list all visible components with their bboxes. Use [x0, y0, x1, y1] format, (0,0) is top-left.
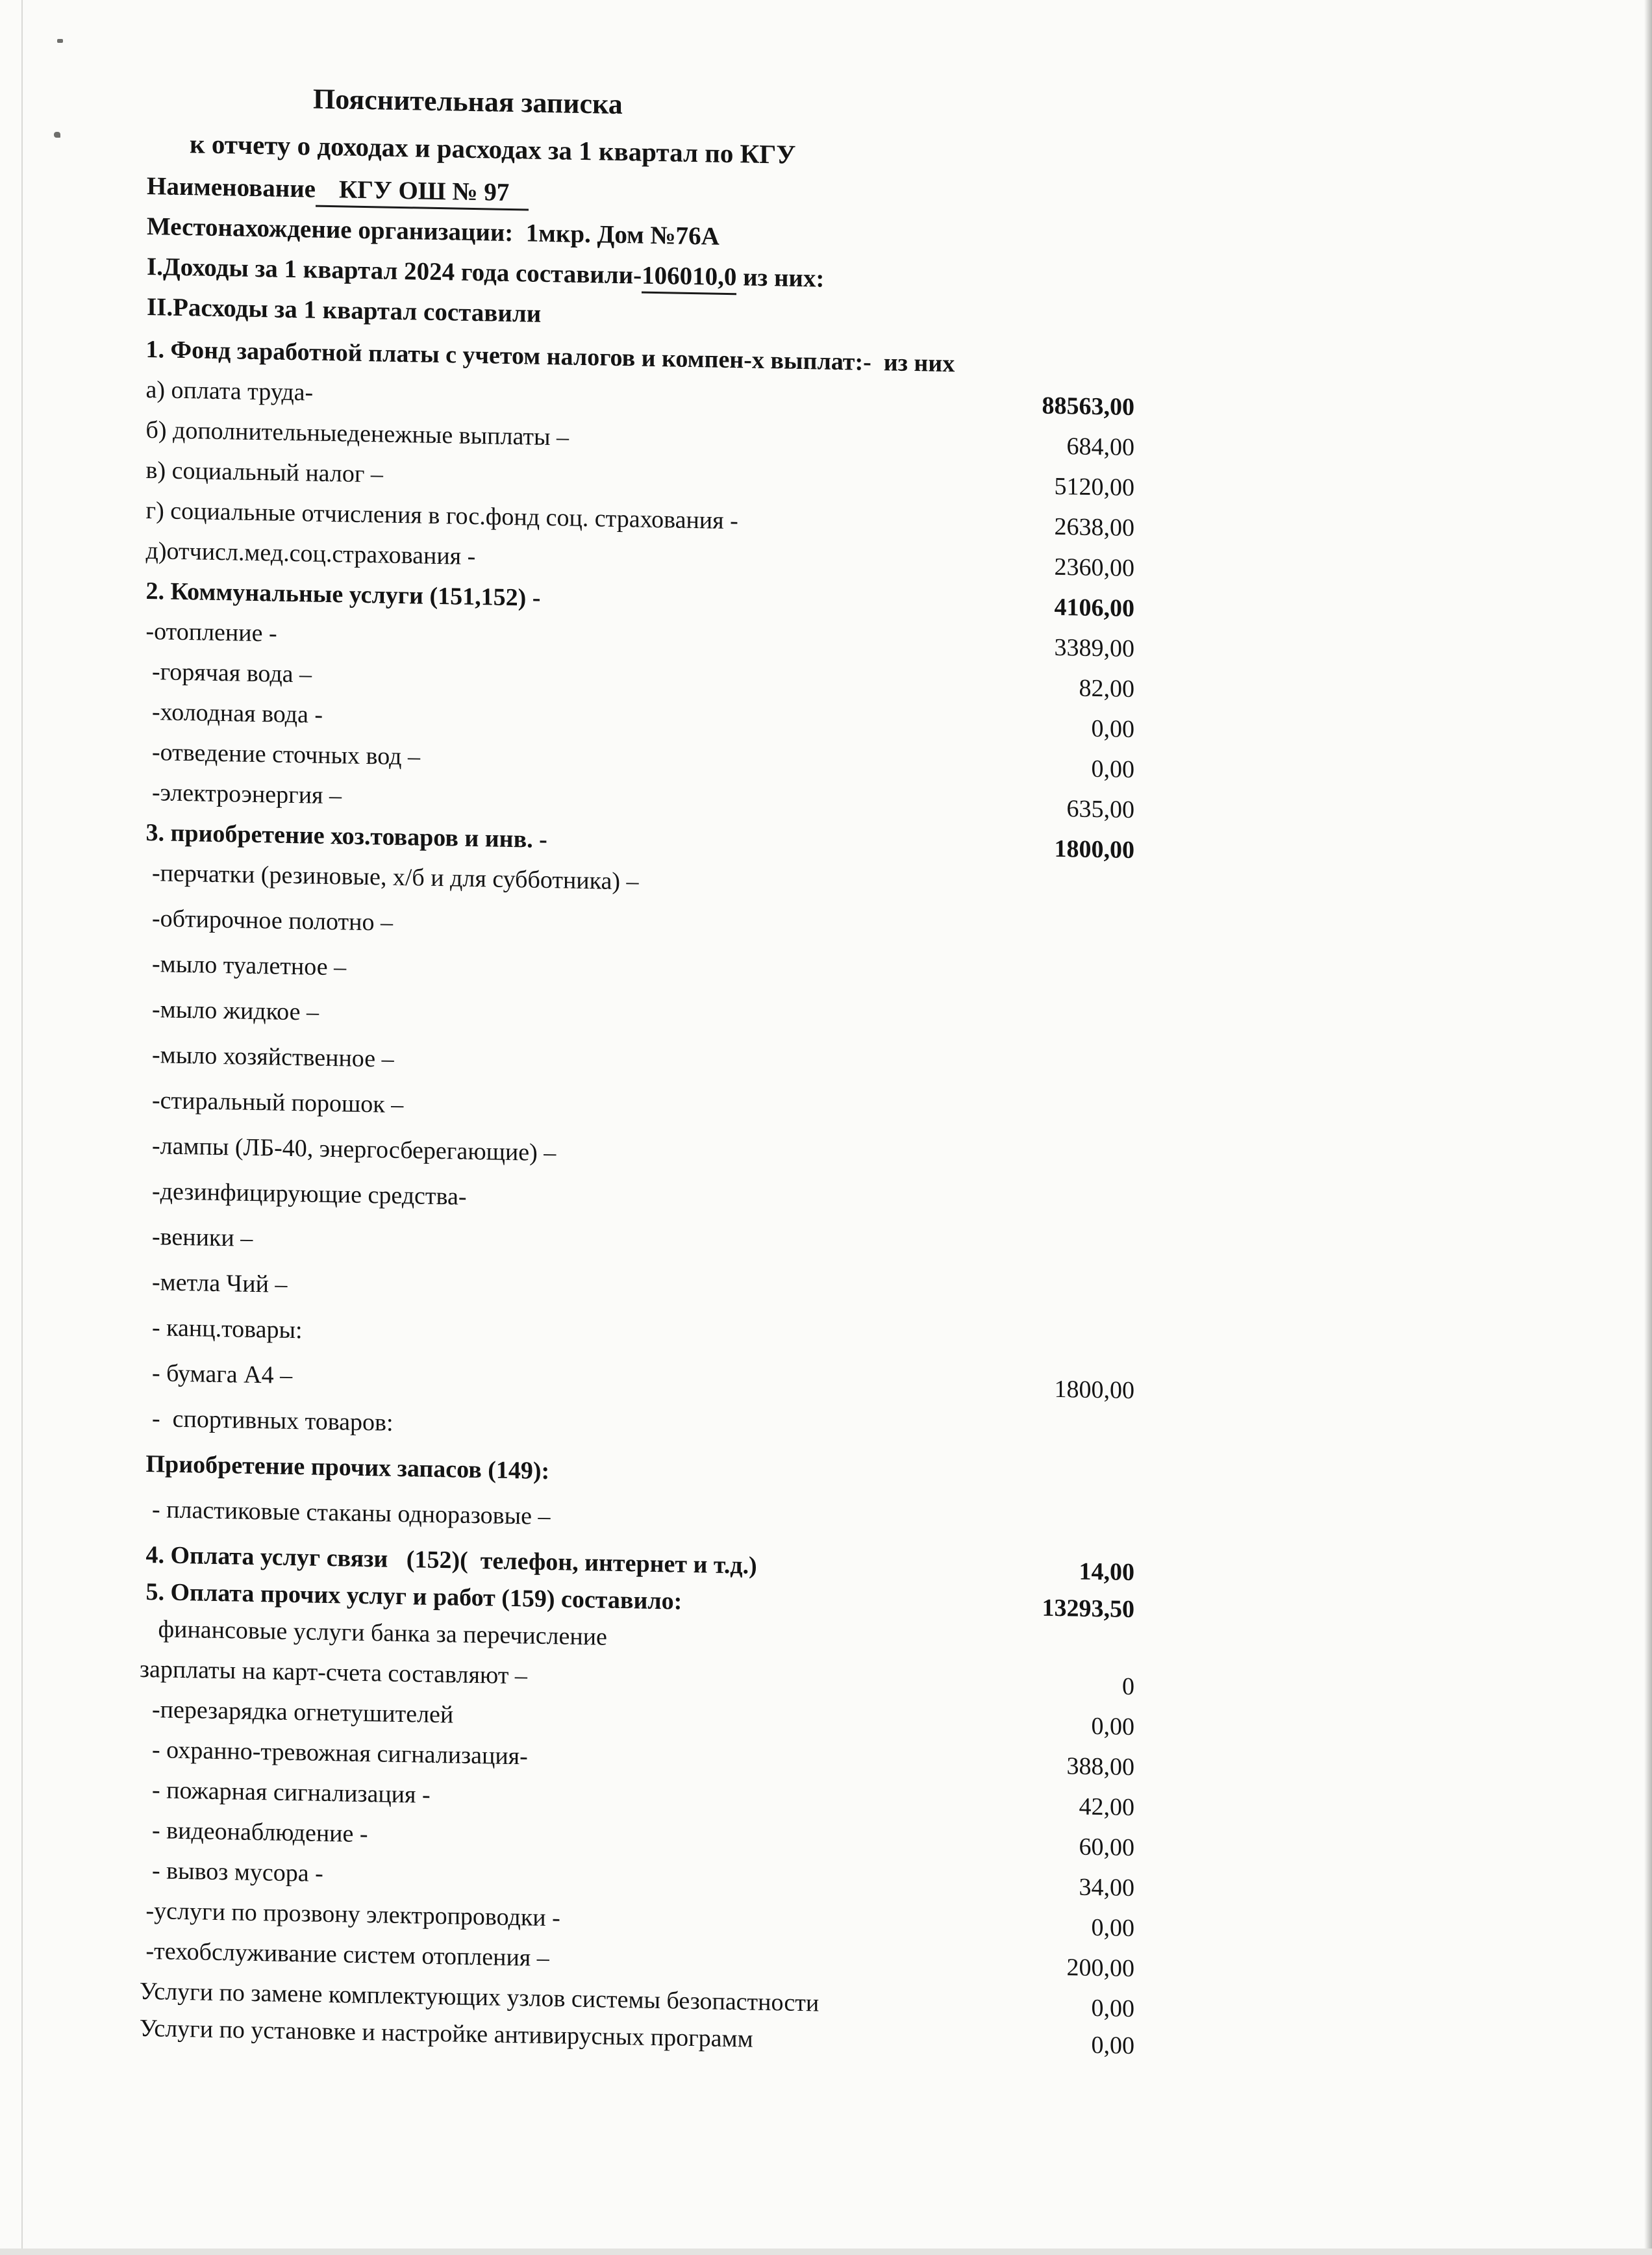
expense-value: 0,00 — [1091, 2031, 1134, 2060]
expense-label: Приобретение прочих запасов (149): — [140, 1450, 550, 1485]
expense-label: 3. приобретение хоз.товаров и инв. - — [140, 818, 547, 854]
expense-label: -лампы (ЛБ-40, энергосберегающие) – — [140, 1131, 557, 1167]
expense-value: 3389,00 — [1054, 633, 1134, 663]
expense-value: 5120,00 — [1054, 472, 1134, 502]
expense-value: 0,00 — [1091, 1913, 1134, 1943]
expense-value: 200,00 — [1066, 1954, 1134, 1983]
expense-label: -отопление - — [140, 617, 277, 648]
expense-label: -веники – — [140, 1222, 253, 1252]
expense-label: 2. Коммунальные услуги (151,152) - — [140, 577, 541, 612]
expense-label: -стиральный порошок – — [140, 1086, 404, 1119]
expense-label: -перезарядка огнетушителей — [140, 1695, 454, 1729]
expense-value: 4106,00 — [1054, 593, 1134, 623]
org-location-line: Местонахождение организации: 1мкр. Дом №76А — [147, 212, 720, 251]
expense-value: 13293,50 — [1042, 1594, 1134, 1624]
expense-value: 388,00 — [1066, 1752, 1134, 1782]
expense-label: Услуги по замене комплектующих узлов системы безопастности — [140, 1977, 820, 2017]
expense-value: 82,00 — [1079, 674, 1134, 703]
expense-label: г) социальные отчисления в гос.фонд соц. страхования - — [140, 496, 738, 535]
expense-label: д)отчисл.мед.соц.страхования - — [140, 536, 476, 571]
expense-label: - вывоз мусора - — [140, 1856, 323, 1887]
org-name-value: КГУ ОШ № 97 — [316, 175, 529, 211]
expense-label: -дезинфицирующие средства- — [140, 1177, 467, 1211]
expense-label: - спортивных товаров: — [140, 1404, 394, 1437]
expense-value: 34,00 — [1079, 1873, 1134, 1902]
document-page — [0, 77, 1652, 2078]
expense-label: -техобслуживание систем отопления – — [140, 1937, 549, 1972]
expense-label: -обтирочное полотно – — [140, 904, 393, 937]
expense-label: -метла Чий – — [140, 1268, 288, 1298]
expense-label: -электроэнергия – — [140, 778, 342, 810]
expense-label: зарплаты на карт-счета составляют – — [140, 1655, 527, 1690]
expense-label: -горячая вода – — [140, 657, 312, 688]
expense-label: -холодная вода - — [140, 698, 323, 729]
expense-value: 635,00 — [1066, 795, 1134, 824]
expense-value: 14,00 — [1079, 1557, 1134, 1587]
expense-label: б) дополнительныеденежные выплаты – — [140, 416, 569, 451]
expense-value: 0,00 — [1091, 714, 1134, 744]
income-text: I.Доходы за 1 квартал 2024 года составили- — [147, 253, 642, 290]
document-subtitle: к отчету о доходах и расходах за 1 квартал по КГУ — [190, 129, 796, 170]
expense-label: -отведение сточных вод – — [140, 738, 420, 771]
expense-label: - пластиковые стаканы одноразовые – — [140, 1495, 551, 1531]
org-name-label: Наименование — [147, 172, 316, 203]
income-value: 106010,0 — [642, 262, 736, 296]
expense-label: финансовые услуги банка за перечисление — [140, 1615, 607, 1651]
expense-label: -мыло жидкое – — [140, 995, 319, 1026]
expense-label: -мыло туалетное – — [140, 950, 347, 981]
expense-label: 4. Оплата услуг связи (152)( телефон, интернет и т.д.) — [140, 1541, 757, 1580]
expense-value: 1800,00 — [1054, 835, 1134, 864]
expense-rows — [0, 333, 1652, 2078]
expense-label: - бумага А4 – — [140, 1359, 293, 1390]
expense-value: 0 — [1122, 1672, 1134, 1701]
expense-label: - видеонаблюдение - — [140, 1816, 368, 1848]
expense-value: 42,00 — [1079, 1793, 1134, 1822]
scan-bottom-edge — [0, 2249, 1652, 2255]
expense-label: Услуги по установке и настройке антивирусных программ — [140, 2014, 753, 2053]
expense-label: -мыло хозяйственное – — [140, 1040, 394, 1073]
expense-label: 1. Фонд заработной платы с учетом налогов и компен-х выплат:- из них — [140, 335, 955, 378]
expense-label: - пожарная сигнализация - — [140, 1776, 431, 1809]
scan-speck — [57, 39, 63, 43]
expense-label: - канц.товары: — [140, 1313, 303, 1344]
expense-value: 684,00 — [1066, 433, 1134, 462]
expense-value: 2360,00 — [1054, 553, 1134, 583]
expense-value: 0,00 — [1091, 1712, 1134, 1741]
expense-value: 1800,00 — [1054, 1375, 1134, 1405]
expense-label: - охранно-тревожная сигнализация- — [140, 1735, 528, 1770]
expense-value: 2638,00 — [1054, 512, 1134, 542]
expense-value: 0,00 — [1091, 755, 1134, 784]
expenses-section-title: II.Расходы за 1 квартал составили — [147, 293, 542, 328]
expense-label: -услуги по прозвону электропроводки - — [140, 1896, 560, 1932]
expense-value: 88563,00 — [1042, 392, 1134, 422]
expense-label: в) социальный налог – — [140, 456, 383, 488]
expense-label: 5. Оплата прочих услуг и работ (159) составило: — [140, 1578, 682, 1615]
expense-label: -перчатки (резиновые, х/б и для субботника) – — [140, 859, 639, 896]
expense-value: 60,00 — [1079, 1833, 1134, 1862]
document-title: Пояснительная записка — [313, 82, 623, 121]
expense-value: 0,00 — [1091, 1994, 1134, 2023]
expense-label: а) оплата труда- — [140, 375, 314, 407]
income-suffix: из них: — [736, 263, 825, 293]
